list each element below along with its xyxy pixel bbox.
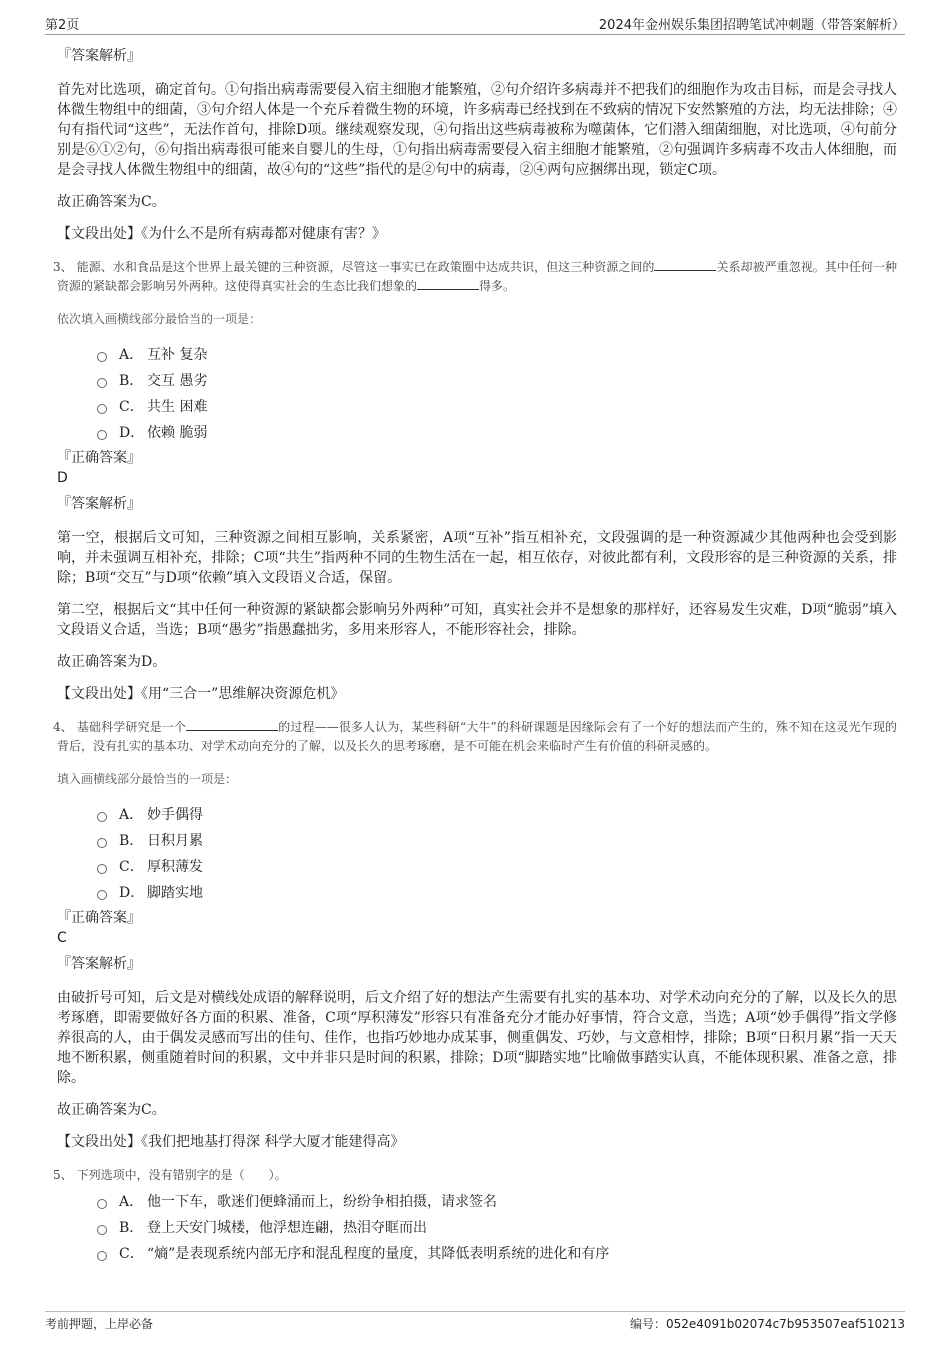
q4-stem [53, 718, 897, 756]
document-body [53, 46, 897, 1267]
q5-text: 下列选项中，没有错别字的是（ ）。 [76, 1168, 287, 1182]
q4-option-c[interactable]: C． 厚积薄发 [97, 854, 897, 880]
q4-source-title: 《我们把地基打得深 科学大厦才能建得高》 [141, 1134, 405, 1150]
q5-stem [53, 1166, 897, 1185]
footer-slogan: 考前押题，上岸必备 [45, 1317, 154, 1331]
q4-text-a: 基础科学研究是一个 [76, 720, 187, 734]
q3-analysis-paragraph-2: 第二空，根据后文“其中任何一种资源的紧缺都会影响另外两种”可知，真实社会并不是想象的那样好，还容易发生灾难，D项“脆弱”填入文段语义合适，当选；B项“愚劣”指愚蠢拙劣，多用来形容人，不能形容社会，排除。 [57, 602, 897, 638]
q4-conclusion: 故正确答案为C。 [57, 1102, 166, 1118]
q2-conclusion: 故正确答案为C。 [57, 194, 166, 210]
radio-icon[interactable] [97, 864, 107, 874]
q3-option-c[interactable]: C． 共生 困难 [97, 394, 897, 420]
q4-options [97, 802, 897, 906]
radio-icon[interactable] [97, 430, 107, 440]
q2-source-title: 《为什么不是所有病毒都对健康有害？》 [141, 226, 386, 242]
page-number: 第2页 [45, 18, 80, 33]
radio-icon[interactable] [97, 352, 107, 362]
q3-blank-1 [654, 258, 716, 271]
q5-option-a[interactable]: A． 他一下车，歌迷们便蜂涌而上，纷纷争相拍摄，请求签名 [97, 1189, 897, 1215]
document-code-label: 编号： [629, 1317, 666, 1331]
q4-source-label: 【文段出处】 [57, 1134, 141, 1150]
q3-text-c: 得多。 [479, 279, 516, 293]
q3-prompt: 依次填入画横线部分最恰当的一项是： [57, 312, 262, 326]
q3-source-label: 【文段出处】 [57, 686, 141, 702]
q4-text-b: 的过程——很多人认为，某些科研“大牛”的科研课题是因缘际会有了一个好的想法而产生的，殊不知在这灵光乍现的背后，没有扎实的基本功、对学术动向充分的了解，以及长久的思考琢磨，是不可能在机会来临时产生有价值的科研灵感的。 [57, 720, 897, 753]
radio-icon[interactable] [97, 1225, 107, 1235]
q3-analysis-paragraph-1: 第一空，根据后文可知，三种资源之间相互影响，关系紧密，A项“互补”指互相补充，文段强调的是一种资源减少其他两种也会受到影响，并未强调互相补充，排除；C项“共生”指两种不同的生物生活在一起，相互依存，对彼此都有利，文段形容的是三种资源的关系，排除；B项“交互”与D项“依赖”填入文段语义合适，保留。 [57, 530, 897, 586]
q3-number: 3、 [53, 260, 73, 274]
q5-options [97, 1189, 897, 1267]
q4-number: 4、 [53, 720, 73, 734]
radio-icon[interactable] [97, 378, 107, 388]
q3-option-a[interactable]: A． 互补 复杂 [97, 342, 897, 368]
q3-source-title: 《用“三合一”思维解决资源危机》 [141, 686, 345, 702]
q2-analysis-label: 『答案解析』 [57, 48, 141, 64]
q3-text-b: 关系却被严重忽视。其中任何一种资源的紧缺都会影响另外两种。这使得真实社会的生态比我们想象的 [57, 260, 897, 293]
q5-number: 5、 [53, 1168, 73, 1182]
q4-prompt: 填入画横线部分最恰当的一项是： [57, 772, 238, 786]
q4-analysis-label: 『答案解析』 [57, 956, 141, 972]
q3-blank-2 [417, 277, 479, 290]
page-footer [45, 1311, 905, 1331]
q4-analysis-paragraph: 由破折号可知，后文是对横线处成语的解释说明，后文介绍了好的想法产生需要有扎实的基本功、对学术动向充分的了解，以及长久的思考琢磨，即需要做好各方面的积累、准备，C项“厚积薄发”形容只有准备充分才能办好事情，符合文意，当选；A项“妙手偶得”指文学修养很高的人，由于偶发灵感而写出的佳句、佳作，也指巧妙地办成某事，侧重偶发、巧妙，与文意相悖，排除；B项“日积月累”指一天天地不断积累，侧重随着时间的积累，文中并非只是时间的积累，排除；D项“脚踏实地”比喻做事踏实认真，不能体现积累、准备之意，排除。 [57, 990, 897, 1086]
q5-option-c[interactable]: C． “熵”是表现系统内部无序和混乱程度的量度，其降低表明系统的进化和有序 [97, 1241, 897, 1267]
q2-analysis-paragraph: 首先对比选项，确定首句。①句指出病毒需要侵入宿主细胞才能繁殖，②句介绍许多病毒并不把我们的细胞作为攻击目标，而是会寻找人体微生物组中的细菌，③句介绍人体是一个充斥着微生物的环境，许多病毒已经找到在不致病的情况下安然繁殖的方法，均无法排除；④句有指代词“这些”，无法作首句，排除D项。继续观察发现，④句指出这些病毒被称为噬菌体，它们潜入细菌细胞，对比选项，④句前分别是⑥①②句，⑥句指出病毒很可能来自婴儿的生母，①句指出病毒需要侵入宿主细胞才能繁殖，②句强调许多病毒不攻击人体细胞，而是会寻找人体微生物组中的细菌，故④句的“这些”指代的是②句中的病毒，②④两句应捆绑出现，锁定C项。 [57, 82, 897, 178]
q3-answer: D [57, 470, 68, 486]
q4-source [57, 1132, 897, 1152]
q4-blank [186, 718, 278, 731]
document-title: 2024年金州娱乐集团招聘笔试冲刺题（带答案解析） [598, 18, 905, 33]
q4-answer: C [57, 930, 67, 946]
q3-option-b[interactable]: B． 交互 愚劣 [97, 368, 897, 394]
q3-source [57, 684, 897, 704]
q4-option-d[interactable]: D． 脚踏实地 [97, 880, 897, 906]
q3-answer-label: 『正确答案』 [57, 450, 141, 466]
document-code-value: 052e4091b02074c7b953507eaf510213 [665, 1317, 905, 1331]
q4-option-b[interactable]: B． 日积月累 [97, 828, 897, 854]
q3-conclusion: 故正确答案为D。 [57, 654, 167, 670]
q2-source [57, 224, 897, 244]
radio-icon[interactable] [97, 890, 107, 900]
q5-option-b[interactable]: B． 登上天安门城楼，他浮想连翩，热泪夺眶而出 [97, 1215, 897, 1241]
q2-source-label: 【文段出处】 [57, 226, 141, 242]
q4-answer-label: 『正确答案』 [57, 910, 141, 926]
q4-option-a[interactable]: A． 妙手偶得 [97, 802, 897, 828]
q3-text-a: 能源、水和食品是这个世界上最关键的三种资源，尽管这一事实已在政策圈中达成共识，但这三种资源之间的 [76, 260, 655, 274]
radio-icon[interactable] [97, 404, 107, 414]
q3-option-d[interactable]: D． 依赖 脆弱 [97, 420, 897, 446]
radio-icon[interactable] [97, 1251, 107, 1261]
page-header [45, 12, 905, 35]
q3-options [97, 342, 897, 446]
q3-analysis-label: 『答案解析』 [57, 496, 141, 512]
radio-icon[interactable] [97, 1199, 107, 1209]
radio-icon[interactable] [97, 838, 107, 848]
radio-icon[interactable] [97, 812, 107, 822]
document-code [630, 1315, 905, 1332]
q3-stem [53, 258, 897, 296]
